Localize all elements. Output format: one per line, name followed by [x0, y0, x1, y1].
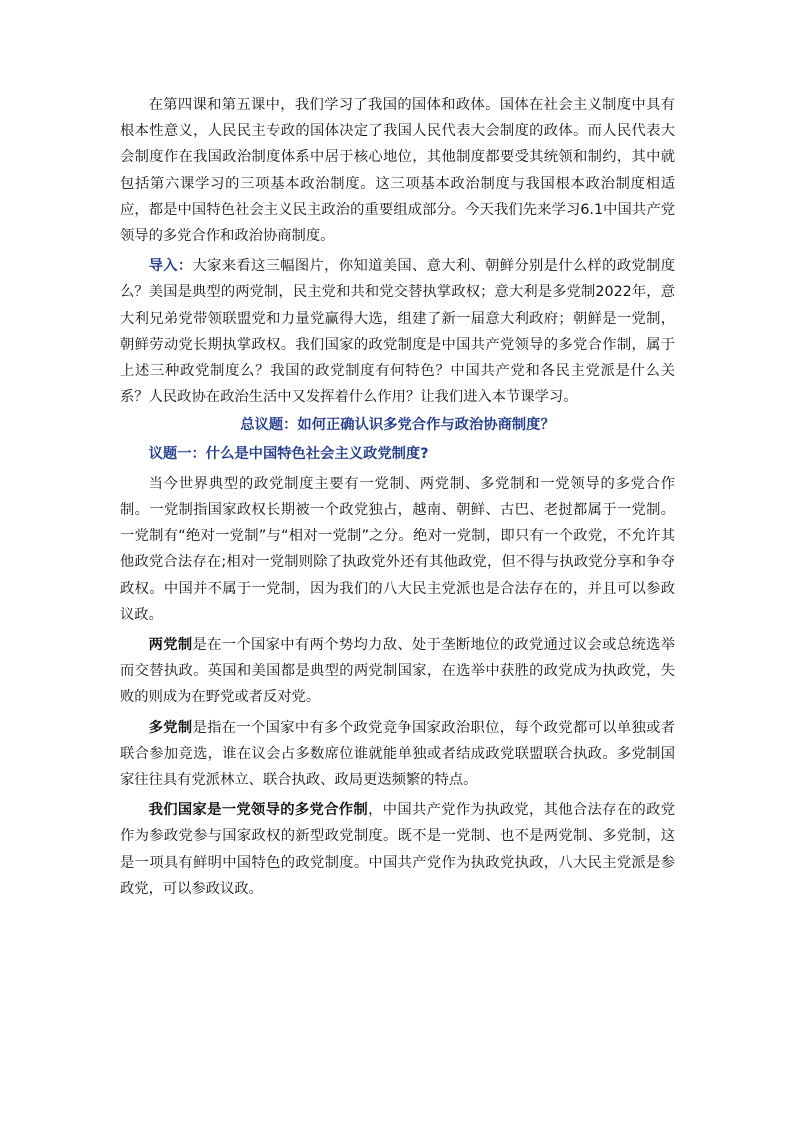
multi-party-text: 是指在一个国家中有多个政党竞争国家政治职位，每个政党都可以单独或者联合参加竞选，谁在议会占多数席位谁就能单独或者结成政党联盟联合执政。多党制国家往往具有党派林立、联合执政、政局更迭频繁的特点。: [120, 719, 676, 789]
lead-in-paragraph: [120, 253, 675, 410]
our-system-paragraph: [120, 797, 675, 902]
two-party-text: 是在一个国家中有两个势均力敌、处于垄断地位的政党通过议会或总统选举而交替执政。英国和美国都是典型的两党制国家，在选举中获胜的政党成为执政党，失败的则成为在野党或者反对党。: [120, 637, 676, 706]
our-system-label: 我们国家是一党领导的多党合作制: [148, 802, 369, 819]
lead-in-text: 大家来看这三幅图片，你知道美国、意大利、朝鲜分别是什么样的政党制度么？美国是典型的两党制，民主党和共和党交替执掌政权；意大利是多党制2022年，意大利兄弟党带领联盟党和力量党赢得大选，组建了新一届意大利政府；朝鲜是一党制，朝鲜劳动党长期执掌政权。我们国家的政党制度是中国共产党领导的多党合作制，属于上述三种政党制度么？我国的政党制度有何特色？中国共产党和各民主党派是什么关系？人民政协在政治生活中又发挥着什么作用？让我们进入本节课学习。: [120, 258, 676, 406]
two-party-paragraph: [120, 632, 675, 711]
main-topic-heading: 总议题：如何正确认识多党合作与政治协商制度？: [240, 417, 555, 434]
multi-party-paragraph: [120, 715, 675, 794]
two-party-label: 两党制: [148, 637, 193, 654]
multi-party-label: 多党制: [148, 719, 193, 736]
intro-paragraph: 在第四课和第五课中，我们学习了我国的国体和政体。国体在社会主义制度中具有根本性意义，人民民主专政的国体决定了我国人民代表大会制度的政体。而人民代表大会制度作在我国政治制度体系中居于核心地位，其他制度都要受其统领和制约，其中就包括第六课学习的三项基本政治制度。这三项基本政治制度与我国根本政治制度相适应，都是中国特色社会主义民主政治的重要组成部分。今天我们先来学习6.1中国共产党领导的多党合作和政治协商制度。: [120, 97, 675, 245]
lead-in-label: 导入：: [148, 258, 193, 275]
topic-one-heading: 议题一：什么是中国特色社会主义政党制度?: [148, 445, 429, 462]
document-page: [120, 92, 675, 902]
one-party-paragraph: 当今世界典型的政党制度主要有一党制、两党制、多党制和一党领导的多党合作制。一党制指国家政权长期被一个政党独占，越南、朝鲜、古巴、老挝都属于一党制。一党制有“绝对一党制”与“相对一党制”之分。绝对一党制，即只有一个政党，不允许其他政党合法存在;相对一党制则除了执政党外还有其他政党，但不得与执政党分享和争夺政权。中国并不属于一党制，因为我们的八大民主党派也是合法存在的，并且可以参政议政。: [120, 475, 675, 623]
our-system-text: ，中国共产党作为执政党，其他合法存在的政党作为参政党参与国家政权的新型政党制度。既不是一党制、也不是两党制、多党制，这是一项具有鲜明中国特色的政党制度。中国共产党作为执政党执政，八大民主党派是参政党，可以参政议政。: [120, 802, 676, 897]
